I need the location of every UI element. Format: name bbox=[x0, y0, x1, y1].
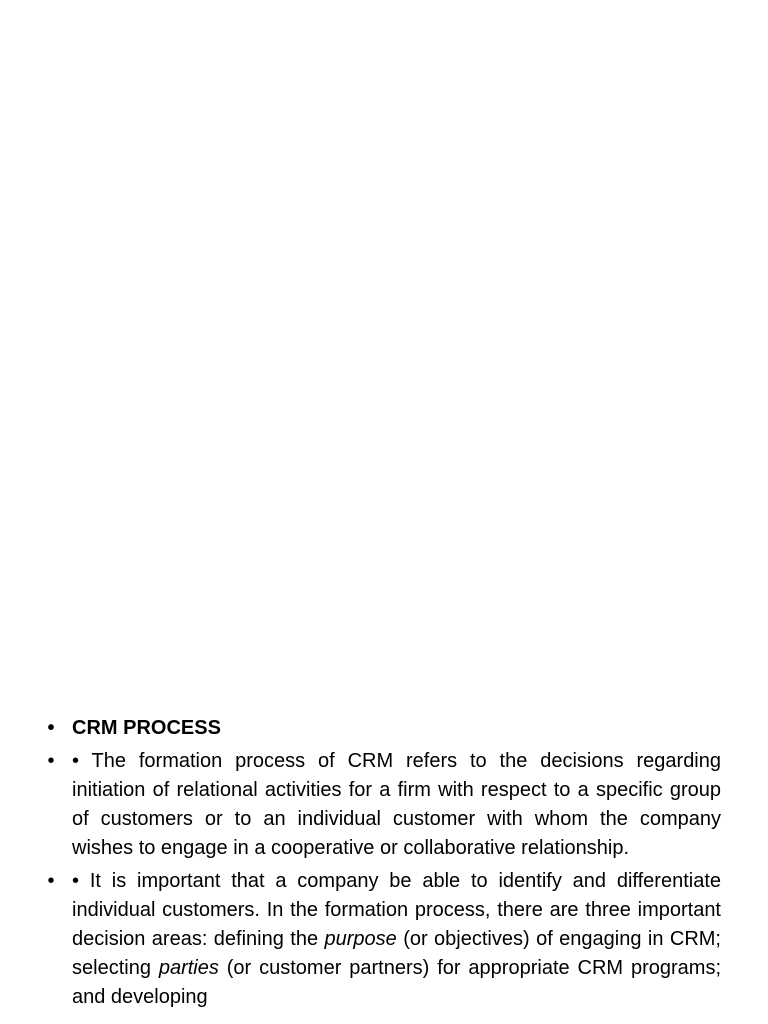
heading-text: CRM PROCESS bbox=[72, 717, 221, 739]
paragraph-item-1 bbox=[0, 747, 768, 863]
bullet-icon: • bbox=[47, 870, 55, 892]
bullet-icon: • bbox=[47, 750, 55, 772]
paragraph-item-2 bbox=[0, 867, 768, 1012]
paragraph-2-em-parties: parties bbox=[158, 957, 219, 979]
paragraph-2-part-3: (or customer partners) for appropriate CRM programs; and developing bbox=[72, 957, 721, 1008]
bullet-list bbox=[0, 714, 768, 1016]
paragraph-2-part-2: (or objectives) of engaging in CRM; selecting bbox=[72, 928, 721, 979]
heading-item bbox=[0, 714, 768, 743]
paragraph-2-part-1: • It is important that a company be able to identify and differentiate individual customers. In the formation process, there are three important decision areas: defining the bbox=[72, 870, 721, 950]
bullet-icon: • bbox=[47, 717, 55, 739]
paragraph-1-text: • The formation process of CRM refers to the decisions regarding initiation of relational activities for a firm with respect to a specific group of customers or to an individual customer with whom the company wishes to engage in a cooperative or collaborative relationship. bbox=[72, 750, 721, 859]
paragraph-2-em-purpose: purpose bbox=[324, 928, 397, 950]
